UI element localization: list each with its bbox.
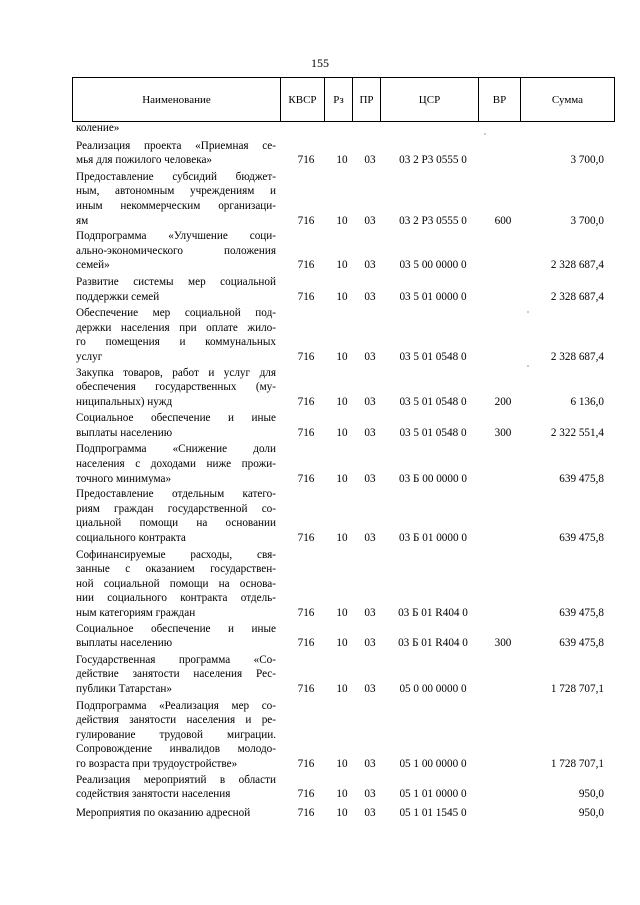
cell-rz: 10 <box>336 154 348 167</box>
row-name-line: Развитие системы мер социальной <box>76 275 276 288</box>
cell-csr: 03 Б 01 R404 0 <box>398 637 468 650</box>
cell-pr: 03 <box>364 259 376 272</box>
row-name-line: публики Татарстан» <box>76 682 172 695</box>
cell-pr: 03 <box>364 426 376 439</box>
cell-sum: 2 322 551,4 <box>550 426 604 439</box>
row-name-line: выплаты населению <box>76 426 173 439</box>
row-name-line: Реализация проекта «Приемная се- <box>76 139 276 152</box>
cell-sum: 639 475,8 <box>559 532 604 545</box>
row-name-line: социального контракта <box>76 532 186 545</box>
cell-kvsr: 716 <box>297 154 315 167</box>
table-row <box>72 548 614 621</box>
scan-speck <box>484 133 486 135</box>
row-name-line: циальной помощи на основании <box>76 517 276 530</box>
row-name-line: иным некоммерческим организаци- <box>76 199 276 212</box>
row-name-line: населения с доходами ниже прожи- <box>76 458 276 471</box>
cell-rz: 10 <box>336 682 348 695</box>
header-pr: ПР <box>353 78 381 122</box>
table-row <box>72 275 614 304</box>
cell-rz: 10 <box>336 607 348 619</box>
row-name-line: риям граждан государственной со- <box>76 502 276 515</box>
cell-pr: 03 <box>364 682 376 695</box>
row-name-line: ально-экономического положения <box>76 244 276 257</box>
cell-sum: 639 475,8 <box>559 607 604 619</box>
scan-speck <box>527 311 529 313</box>
cell-vr: 300 <box>494 637 512 650</box>
cell-pr: 03 <box>364 154 376 167</box>
cell-vr: 600 <box>494 214 512 227</box>
row-name-line: ной социальной помощи на основа- <box>76 577 276 590</box>
cell-rz: 10 <box>336 757 348 770</box>
row-name-line: Социальное обеспечение и иные <box>76 622 276 635</box>
cell-csr: 03 Б 01 0000 0 <box>399 532 467 545</box>
row-name-line: го возраста при трудоустройстве» <box>76 757 238 770</box>
cell-rz: 10 <box>336 259 348 272</box>
cell-rz: 10 <box>336 290 348 303</box>
cell-rz: 10 <box>336 350 348 363</box>
cell-vr: 200 <box>494 395 512 408</box>
header-csr: ЦСР <box>381 78 479 122</box>
row-name-line: услуг <box>76 350 103 363</box>
cell-rz: 10 <box>336 426 348 439</box>
row-name-line: семей» <box>76 259 110 272</box>
row-name <box>72 806 276 821</box>
table-row <box>72 121 614 136</box>
budget-table-body <box>72 121 614 824</box>
table-row <box>72 442 614 486</box>
cell-rz: 10 <box>336 472 348 485</box>
cell-csr: 03 5 01 0548 0 <box>399 350 467 363</box>
cell-csr: 03 5 01 0548 0 <box>399 426 467 439</box>
cell-sum: 3 700,0 <box>570 214 604 227</box>
cell-sum: 639 475,8 <box>559 472 604 485</box>
cell-pr: 03 <box>364 788 376 801</box>
table-row <box>72 699 614 772</box>
cell-csr: 03 5 01 0000 0 <box>399 290 467 303</box>
cell-csr: 03 Б 01 R404 0 <box>398 607 468 619</box>
row-name-line: Сопровождение инвалидов молодо- <box>76 743 276 756</box>
cell-sum: 639 475,8 <box>559 637 604 650</box>
cell-kvsr: 716 <box>297 259 315 272</box>
cell-csr: 03 Б 00 0000 0 <box>399 472 467 485</box>
header-kvsr: КВСР <box>281 78 325 122</box>
cell-sum: 1 728 707,1 <box>550 682 604 695</box>
row-name <box>72 622 276 651</box>
row-name-line: Государственная программа «Со- <box>76 653 276 666</box>
cell-sum: 950,0 <box>578 788 604 801</box>
row-name-line: Подпрограмма «Улучшение соци- <box>76 230 276 243</box>
cell-csr: 05 1 00 0000 0 <box>399 757 467 770</box>
table-row <box>72 653 614 697</box>
cell-csr: 03 5 00 0000 0 <box>399 259 467 272</box>
table-row <box>72 773 614 802</box>
row-name <box>72 699 276 772</box>
cell-pr: 03 <box>364 806 376 819</box>
cell-vr: 300 <box>494 426 512 439</box>
row-name-line: действие занятости населения Рес- <box>76 668 276 681</box>
cell-sum: 950,0 <box>578 806 604 819</box>
cell-kvsr: 716 <box>297 757 315 770</box>
row-name-line: Социальное обеспечение и иные <box>76 412 276 425</box>
cell-kvsr: 716 <box>297 682 315 695</box>
cell-kvsr: 716 <box>297 637 315 650</box>
cell-rz: 10 <box>336 637 348 650</box>
cell-csr: 03 5 01 0548 0 <box>399 395 467 408</box>
row-name-line: Предоставление субсидий бюджет- <box>76 170 276 183</box>
cell-pr: 03 <box>364 290 376 303</box>
table-row <box>72 622 614 651</box>
row-name-line: Мероприятия по оказанию адресной <box>76 806 251 819</box>
cell-rz: 10 <box>336 214 348 227</box>
row-name-line: ным, автономным учреждениям и <box>76 185 276 198</box>
cell-sum: 6 136,0 <box>570 395 604 408</box>
row-name-line: содействия занятости населения <box>76 788 231 801</box>
table-row <box>72 229 614 273</box>
header-rz: Рз <box>325 78 353 122</box>
cell-kvsr: 716 <box>297 395 315 408</box>
cell-kvsr: 716 <box>297 607 315 619</box>
row-name <box>72 773 276 802</box>
cell-pr: 03 <box>364 637 376 650</box>
page-number: 155 <box>311 56 329 70</box>
table-row <box>72 170 614 228</box>
table-row <box>72 806 614 821</box>
cell-pr: 03 <box>364 395 376 408</box>
row-name <box>72 139 276 168</box>
cell-kvsr: 716 <box>297 290 315 303</box>
cell-pr: 03 <box>364 350 376 363</box>
cell-kvsr: 716 <box>297 788 315 801</box>
row-name-line: Обеспечение мер социальной под- <box>76 307 276 320</box>
table-row <box>72 139 614 168</box>
cell-pr: 03 <box>364 472 376 485</box>
cell-sum: 2 328 687,4 <box>550 350 604 363</box>
row-name-line: точного минимума» <box>76 472 172 485</box>
header-vr: ВР <box>479 78 521 122</box>
scan-speck <box>527 365 529 367</box>
cell-rz: 10 <box>336 806 348 819</box>
cell-rz: 10 <box>336 532 348 545</box>
row-name-line: нии социального контракта отдель- <box>76 592 276 605</box>
cell-rz: 10 <box>336 395 348 408</box>
row-name-line: коление» <box>76 122 120 134</box>
row-name-line: держки населения при оплате жило- <box>76 321 276 334</box>
cell-kvsr: 716 <box>297 426 315 439</box>
cell-pr: 03 <box>364 532 376 545</box>
row-name-line: выплаты населению <box>76 637 173 650</box>
row-name-line: ниципальных) нужд <box>76 395 173 408</box>
table-row <box>72 487 614 545</box>
row-name-line: обеспечения государственных (му- <box>76 381 276 394</box>
row-name-line: ным категориям граждан <box>76 607 196 619</box>
row-name-line: Предоставление отдельным катего- <box>76 488 276 501</box>
cell-csr: 05 1 01 1545 0 <box>399 806 467 819</box>
row-name-line: го помещения и коммунальных <box>76 336 276 349</box>
cell-csr: 03 2 Р3 0555 0 <box>399 214 467 227</box>
row-name-line: гулирование трудовой миграции. <box>76 728 276 741</box>
row-name-line: Подпрограмма «Снижение доли <box>76 443 276 456</box>
row-name <box>72 442 276 486</box>
row-name-line: Подпрограмма «Реализация мер со- <box>76 699 276 712</box>
row-name-line: мья для пожилого человека» <box>76 154 213 167</box>
cell-sum: 3 700,0 <box>570 154 604 167</box>
row-name <box>72 487 276 545</box>
cell-csr: 05 0 00 0000 0 <box>399 682 467 695</box>
cell-csr: 05 1 01 0000 0 <box>399 788 467 801</box>
cell-kvsr: 716 <box>297 472 315 485</box>
row-name <box>72 653 276 697</box>
cell-kvsr: 716 <box>297 532 315 545</box>
row-name <box>72 229 276 273</box>
row-name <box>72 121 276 136</box>
table-row <box>72 366 614 410</box>
row-name <box>72 366 276 410</box>
cell-kvsr: 716 <box>297 806 315 819</box>
row-name <box>72 306 276 364</box>
row-name-line: ям <box>76 214 89 227</box>
cell-kvsr: 716 <box>297 350 315 363</box>
row-name <box>72 548 276 621</box>
row-name <box>72 275 276 304</box>
row-name-line: Реализация мероприятий в области <box>76 773 276 786</box>
cell-pr: 03 <box>364 757 376 770</box>
cell-sum: 1 728 707,1 <box>550 757 604 770</box>
cell-csr: 03 2 Р3 0555 0 <box>399 154 467 167</box>
row-name-line: занные с оказанием государствен- <box>76 563 276 576</box>
row-name-line: поддержки семей <box>76 290 160 303</box>
row-name <box>72 411 276 440</box>
header-name: Наименование <box>73 78 281 122</box>
row-name-line: Закупка товаров, работ и услуг для <box>76 366 276 379</box>
cell-rz: 10 <box>336 788 348 801</box>
header-sum: Сумма <box>521 78 615 122</box>
cell-pr: 03 <box>364 607 376 619</box>
row-name <box>72 170 276 228</box>
cell-sum: 2 328 687,4 <box>550 290 604 303</box>
table-row <box>72 306 614 364</box>
table-header <box>72 77 615 122</box>
row-name-line: Софинансируемые расходы, свя- <box>76 548 276 561</box>
cell-pr: 03 <box>364 214 376 227</box>
table-row <box>72 411 614 440</box>
cell-kvsr: 716 <box>297 214 315 227</box>
row-name-line: действия занятости населения и ре- <box>76 714 276 727</box>
cell-sum: 2 328 687,4 <box>550 259 604 272</box>
